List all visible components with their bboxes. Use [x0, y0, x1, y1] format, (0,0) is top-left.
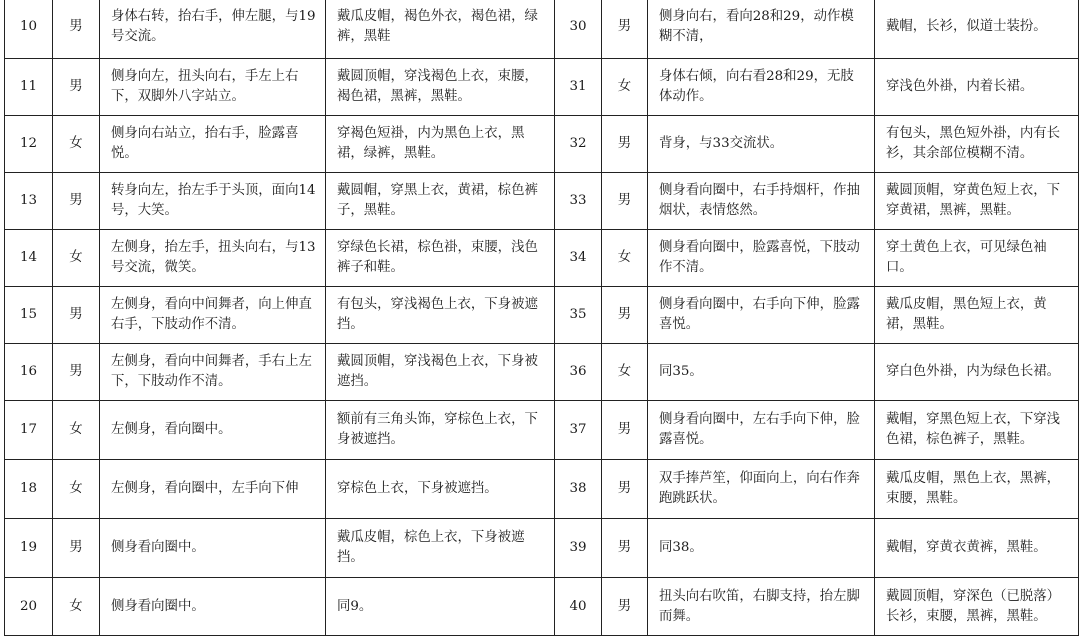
figure-number-cell: 36 [555, 344, 602, 401]
figure-number-cell: 16 [5, 344, 53, 401]
figure-number-cell: 31 [555, 59, 602, 116]
figure-number-cell: 19 [5, 519, 53, 578]
figure-number-cell: 30 [555, 0, 602, 59]
dress-cell: 戴瓜皮帽，褐色外衣，褐色裙，绿裤，黑鞋 [326, 0, 555, 59]
dress-cell: 有包头，黑色短外褂，内有长衫，其余部位模糊不清。 [875, 116, 1079, 173]
gender-cell: 女 [53, 401, 100, 460]
gender-cell: 男 [53, 173, 100, 230]
gender-cell: 男 [53, 344, 100, 401]
gender-cell: 男 [53, 59, 100, 116]
figure-number-cell: 33 [555, 173, 602, 230]
action-cell: 左侧身，看向圈中。 [100, 401, 326, 460]
gender-cell: 男 [602, 173, 648, 230]
table-row [5, 59, 1079, 116]
action-cell: 同35。 [648, 344, 875, 401]
figure-number-cell: 14 [5, 230, 53, 287]
table-row [5, 460, 1079, 519]
figure-number-cell: 37 [555, 401, 602, 460]
gender-cell: 女 [53, 578, 100, 636]
dress-cell: 穿绿色长裙，棕色褂，束腰，浅色裤子和鞋。 [326, 230, 555, 287]
table-row [5, 230, 1079, 287]
table-row [5, 116, 1079, 173]
action-cell: 左侧身，看向中间舞者，向上伸直右手，下肢动作不清。 [100, 287, 326, 344]
table-row [5, 0, 1079, 59]
dress-cell: 戴圆顶帽，穿黄色短上衣，下穿黄裙，黑裤，黑鞋。 [875, 173, 1079, 230]
dress-cell: 穿土黄色上衣，可见绿色袖口。 [875, 230, 1079, 287]
figure-number-cell: 35 [555, 287, 602, 344]
gender-cell: 男 [53, 519, 100, 578]
dress-cell: 戴圆顶帽，穿浅褐色上衣，束腰，褐色裙，黑裤，黑鞋。 [326, 59, 555, 116]
gender-cell: 女 [602, 59, 648, 116]
gender-cell: 女 [602, 230, 648, 287]
dress-cell: 穿白色外褂，内为绿色长裙。 [875, 344, 1079, 401]
figure-number-cell: 34 [555, 230, 602, 287]
action-cell: 身体右倾，向右看28和29，无肢体动作。 [648, 59, 875, 116]
dress-cell: 穿浅色外褂，内着长裙。 [875, 59, 1079, 116]
action-cell: 背身，与33交流状。 [648, 116, 875, 173]
action-cell: 侧身向右站立，抬右手，脸露喜悦。 [100, 116, 326, 173]
dress-cell: 戴瓜皮帽，黑色上衣，黑裤，束腰，黑鞋。 [875, 460, 1079, 519]
gender-cell: 男 [602, 578, 648, 636]
gender-cell: 男 [53, 287, 100, 344]
figure-number-cell: 20 [5, 578, 53, 636]
table-row [5, 173, 1079, 230]
gender-cell: 男 [53, 0, 100, 59]
table-row [5, 344, 1079, 401]
gender-cell: 女 [53, 116, 100, 173]
action-cell: 侧身向左，扭头向右，手左上右下，双脚外八字站立。 [100, 59, 326, 116]
action-cell: 侧身看向圈中。 [100, 519, 326, 578]
dress-cell: 戴瓜皮帽，黑色短上衣，黄裙，黑鞋。 [875, 287, 1079, 344]
action-cell: 身体右转，抬右手，伸左腿，与19号交流。 [100, 0, 326, 59]
gender-cell: 男 [602, 287, 648, 344]
action-cell: 双手捧芦笙，仰面向上，向右作奔跑跳跃状。 [648, 460, 875, 519]
action-cell: 左侧身，看向圈中，左手向下伸 [100, 460, 326, 519]
gender-cell: 男 [602, 116, 648, 173]
figure-number-cell: 13 [5, 173, 53, 230]
figure-number-cell: 40 [555, 578, 602, 636]
action-cell: 侧身看向圈中，右手向下伸，脸露喜悦。 [648, 287, 875, 344]
action-cell: 左侧身，看向中间舞者，手右上左下，下肢动作不清。 [100, 344, 326, 401]
dress-cell: 戴圆顶帽，穿深色（已脱落）长衫，束腰，黑裤，黑鞋。 [875, 578, 1079, 636]
table-row [5, 578, 1079, 636]
dress-cell: 戴瓜皮帽，棕色上衣，下身被遮挡。 [326, 519, 555, 578]
figure-number-cell: 15 [5, 287, 53, 344]
dress-cell: 穿棕色上衣，下身被遮挡。 [326, 460, 555, 519]
action-cell: 侧身看向圈中，右手持烟杆，作抽烟状，表情悠然。 [648, 173, 875, 230]
gender-cell: 男 [602, 0, 648, 59]
table-row [5, 519, 1079, 578]
gender-cell: 男 [602, 460, 648, 519]
figure-number-cell: 32 [555, 116, 602, 173]
figure-number-cell: 12 [5, 116, 53, 173]
dress-cell: 戴圆顶帽，穿浅褐色上衣，下身被遮挡。 [326, 344, 555, 401]
gender-cell: 女 [602, 344, 648, 401]
action-cell: 扭头向右吹笛，右脚支持，抬左脚而舞。 [648, 578, 875, 636]
figure-number-cell: 18 [5, 460, 53, 519]
dress-cell: 有包头，穿浅褐色上衣，下身被遮挡。 [326, 287, 555, 344]
table-row [5, 287, 1079, 344]
action-cell: 侧身看向圈中，脸露喜悦，下肢动作不清。 [648, 230, 875, 287]
dress-cell: 戴帽，长衫，似道士装扮。 [875, 0, 1079, 59]
dress-cell: 戴帽，穿黄衣黄裤，黑鞋。 [875, 519, 1079, 578]
dress-cell: 戴帽，穿黑色短上衣，下穿浅色裙，棕色裤子，黑鞋。 [875, 401, 1079, 460]
dress-cell: 穿褐色短褂，内为黑色上衣，黑裙，绿裤，黑鞋。 [326, 116, 555, 173]
gender-cell: 女 [53, 460, 100, 519]
figure-number-cell: 17 [5, 401, 53, 460]
figure-record-table [4, 0, 1079, 636]
figure-number-cell: 39 [555, 519, 602, 578]
action-cell: 转身向左，抬左手于头顶，面向14号，大笑。 [100, 173, 326, 230]
gender-cell: 女 [53, 230, 100, 287]
dress-cell: 同9。 [326, 578, 555, 636]
dress-cell: 戴圆帽，穿黑上衣，黄裙，棕色裤子，黑鞋。 [326, 173, 555, 230]
gender-cell: 男 [602, 519, 648, 578]
action-cell: 同38。 [648, 519, 875, 578]
action-cell: 侧身看向圈中，左右手向下伸，脸露喜悦。 [648, 401, 875, 460]
figure-number-cell: 10 [5, 0, 53, 59]
dress-cell: 额前有三角头饰，穿棕色上衣，下身被遮挡。 [326, 401, 555, 460]
gender-cell: 男 [602, 401, 648, 460]
figure-number-cell: 11 [5, 59, 53, 116]
action-cell: 左侧身，抬左手，扭头向右，与13号交流，微笑。 [100, 230, 326, 287]
figure-number-cell: 38 [555, 460, 602, 519]
action-cell: 侧身向右，看向28和29，动作模糊不清， [648, 0, 875, 59]
table-row [5, 401, 1079, 460]
action-cell: 侧身看向圈中。 [100, 578, 326, 636]
